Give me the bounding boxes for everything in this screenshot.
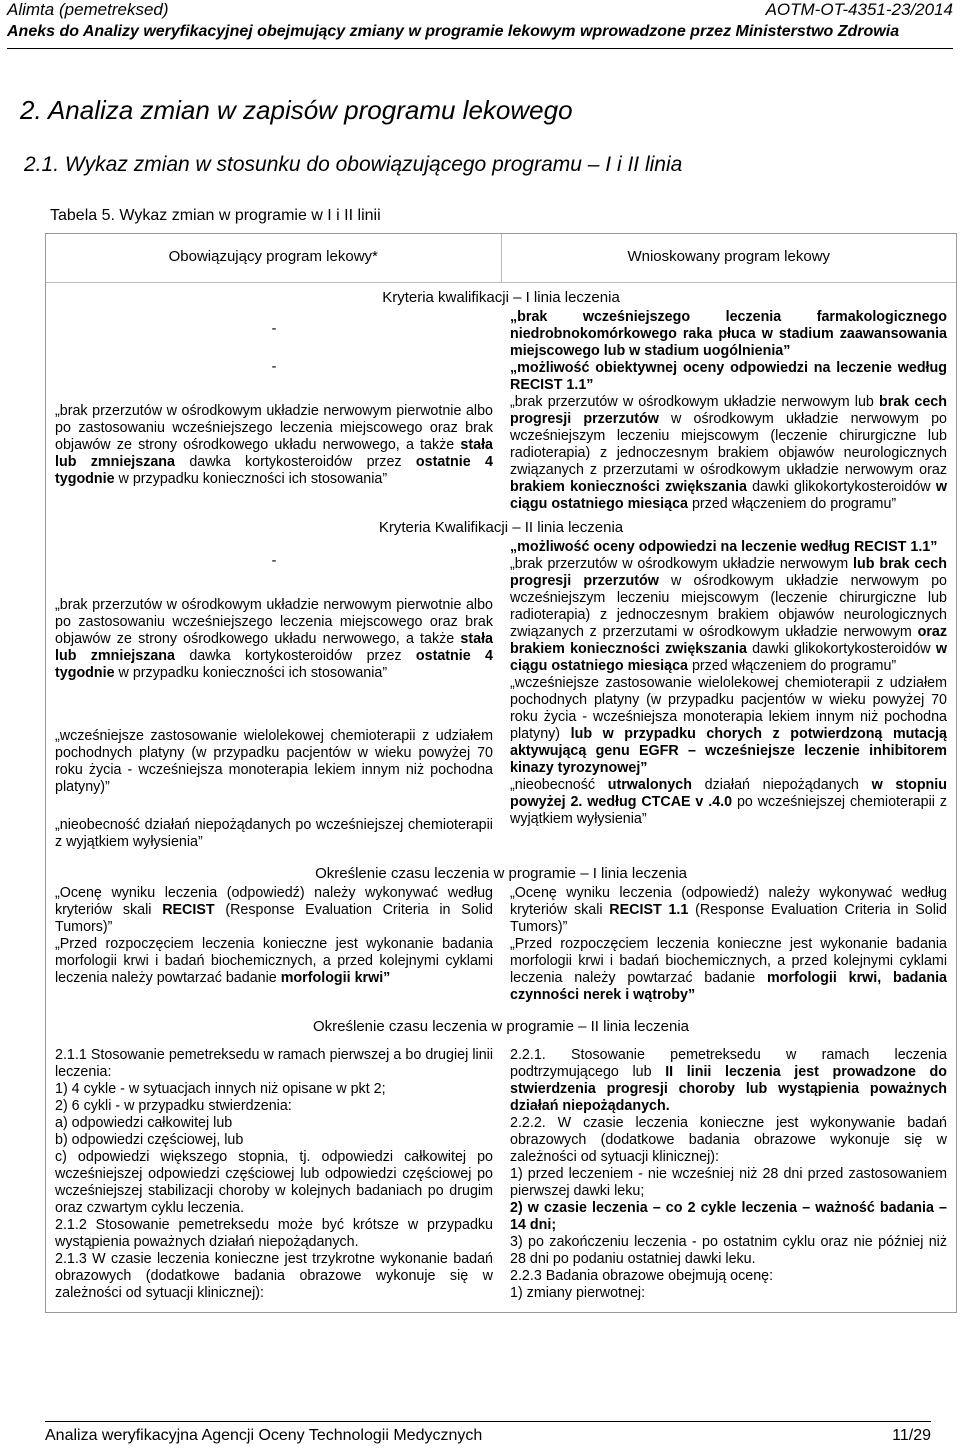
paragraph: „Ocenę wyniku leczenia (odpowiedź) należy wykonywać według kryteriów skali RECIST 1.1 (Response Evaluation Criteria in Solid Tumors)”	[510, 885, 947, 935]
subsection-heading: 2.1. Wykaz zmian w stosunku do obowiązującego programu – I i II linia	[24, 153, 683, 176]
table-row	[46, 539, 956, 851]
dash: -	[271, 553, 277, 569]
column-current-program: Obowiązujący program lekowy*	[46, 234, 502, 282]
paragraph: „Przed rozpoczęciem leczenia konieczne jest wykonanie badania morfologii krwi i badań biochemicznych, a przed kolejnymi cyklami leczenia należy powtarzać badanie morfologii krwi, badania czynności nerek i wątroby”	[510, 936, 948, 1003]
cell-current	[46, 309, 501, 513]
footer-rule	[45, 1421, 931, 1422]
list-item: 1) zmiany pierwotnej:	[510, 1285, 646, 1301]
section-qualification-line1: Kryteria kwalifikacji – I linia leczenia	[382, 289, 620, 306]
paragraph: „brak przerzutów w ośrodkowym układzie nerwowym pierwotnie albo po zastosowaniu wcześniejszego leczenia miejscowego oraz brak objawów ze strony ośrodkowego układu nerwowego, a także stała lub zmniejszana dawka kortykosteroidów przez ostatnie 4 tygodnie w przypadku konieczności ich stosowania”	[55, 403, 493, 487]
paragraph: „wcześniejsze zastosowanie wielolekowej chemioterapii z udziałem pochodnych platyny (w przypadku pacjentów w wieku powyżej 70 roku życia - wcześniejsza monoterapia lekiem innym niż pochodna platyny) lub w przypadku chorych z potwierdzoną mutacją aktywującą genu EGFR – wcześniejsze leczenie inhibitorem kinazy tyrozynowej”	[510, 675, 947, 776]
dash: -	[271, 321, 277, 337]
paragraph: 2.1.2 Stosowanie pemetreksedu może być krótsze w przypadku wystąpienia poważnych działań niepożądanych.	[55, 1217, 493, 1250]
table-header	[46, 234, 956, 283]
paragraph: „Przed rozpoczęciem leczenia konieczne jest wykonanie badania morfologii krwi i badań biochemicznych, a przed kolejnymi cyklami leczenia należy powtarzać badanie morfologii krwi”	[55, 936, 493, 986]
section-duration-line1: Określenie czasu leczenia w programie – I linia leczenia	[315, 865, 687, 882]
header-subtitle: Aneks do Analizy weryfikacyjnej obejmujący zmiany w programie lekowym wprowadzone przez Ministerstwo Zdrowia	[7, 23, 900, 40]
section-duration-line2: Określenie czasu leczenia w programie – II linia leczenia	[312, 1018, 689, 1035]
paragraph: „Ocenę wyniku leczenia (odpowiedź) należy wykonywać według kryteriów skali RECIST (Response Evaluation Criteria in Solid Tumors)”	[55, 885, 493, 935]
paragraph: „nieobecność utrwalonych działań niepożądanych w stopniu powyżej 2. według CTCAE v .4.0 po wcześniejszej chemioterapii z wyjątkiem wyłysienia”	[510, 777, 948, 827]
section-qualification-line2: Kryteria Kwalifikacji – II linia leczenia	[378, 519, 624, 536]
paragraph: „nieobecność działań niepożądanych po wcześniejszej chemioterapii z wyjątkiem wyłysienia”	[55, 817, 493, 850]
table-row	[46, 309, 956, 513]
paragraph: 2.1.1 Stosowanie pemetreksedu w ramach pierwszej a bo drugiej linii leczenia:	[55, 1047, 493, 1080]
list-item: 1) przed leczeniem - nie wcześniej niż 28 dni przed zastosowaniem pierwszej dawki leku;	[510, 1166, 947, 1199]
section-heading: 2. Analiza zmian w zapisów programu lekowego	[20, 95, 573, 125]
cell-proposed	[501, 885, 956, 1004]
cell-current	[46, 1047, 501, 1302]
header-drug: Alimta (pemetreksed)	[7, 0, 169, 19]
paragraph: „brak przerzutów w ośrodkowym układzie nerwowym lub brak cech progresji przerzutów w ośrodkowym układzie nerwowym po wcześniejszym leczeniu miejscowym (leczenie chirurgiczne lub radioterapia) z jednoczesnym brakiem objawów neurologicznych związanych z przerzutami w ośrodkowym układzie nerwowym oraz brakiem konieczności zwiększania dawki glikokortykosteroidów w ciągu ostatniego miesiąca przed włączeniem do programu”	[510, 556, 947, 674]
paragraph: 2.2.2. W czasie leczenia konieczne jest wykonywanie badań obrazowych (dodatkowe badania obrazowe wykonuje się w zależności od sytuacji klinicznej):	[510, 1115, 947, 1165]
dash: -	[271, 359, 277, 375]
list-item: b) odpowiedzi częściowej, lub	[55, 1132, 244, 1148]
paragraph: 2.2.3 Badania obrazowe obejmują ocenę:	[510, 1268, 774, 1284]
page-number: 11/29	[892, 1427, 931, 1444]
list-item: 2) 6 cykli - w przypadku stwierdzenia:	[55, 1098, 292, 1114]
column-proposed-program: Wnioskowany program lekowy	[627, 248, 831, 265]
paragraph: 2.1.3 W czasie leczenia konieczne jest trzykrotne wykonanie badań obrazowych (dodatkowe badania obrazowe wykonuje się w zależności od sytuacji klinicznej):	[55, 1251, 493, 1301]
paragraph: 2.2.1. Stosowanie pemetreksedu w ramach leczenia podtrzymującego lub II linii leczenia jest prowadzone do stwierdzenia progresji choroby lub wystąpienia poważnych działań niepożądanych.	[510, 1047, 947, 1114]
cell-proposed	[501, 309, 956, 513]
paragraph: „wcześniejsze zastosowanie wielolekowej chemioterapii z udziałem pochodnych platyny (w przypadku pacjentów w wieku powyżej 70 roku życia - wcześniejsza monoterapia lekiem innym niż pochodna platyny)”	[55, 728, 493, 795]
header-rule	[7, 48, 953, 49]
table-caption: Tabela 5. Wykaz zmian w programie w I i II linii	[50, 207, 381, 224]
list-item: a) odpowiedzi całkowitej lub	[55, 1115, 233, 1131]
paragraph: „możliwość oceny odpowiedzi na leczenie według RECIST 1.1”	[510, 539, 938, 555]
list-item: 1) 4 cykle - w sytuacjach innych niż opisane w pkt 2;	[55, 1081, 386, 1097]
page-footer	[45, 1427, 931, 1445]
footer-agency: Analiza weryfikacyjna Agencji Oceny Technologii Medycznych	[45, 1427, 483, 1444]
running-header	[7, 0, 953, 22]
paragraph: „brak przerzutów w ośrodkowym układzie nerwowym lub brak cech progresji przerzutów w ośrodkowym układzie nerwowym po wcześniejszym leczeniu miejscowym (leczenie chirurgiczne lub radioterapia) z jednoczesnym brakiem objawów neurologicznych związanych z przerzutami w ośrodkowym układzie nerwowym oraz brakiem konieczności zwiększania dawki glikokortykosteroidów w ciągu ostatniego miesiąca przed włączeniem do programu”	[510, 394, 947, 512]
paragraph: „brak wcześniejszego leczenia farmakologicznego niedrobnokomórkowego raka płuca w stadium zaawansowania miejscowego lub w stadium uogólnienia”	[510, 309, 947, 359]
header-code: AOTM-OT-4351-23/2014	[765, 0, 953, 19]
cell-current	[46, 885, 501, 1004]
cell-proposed	[501, 1047, 956, 1302]
list-item: c) odpowiedzi większego stopnia, tj. odpowiedzi całkowitej po wcześniejszej odpowiedzi częściowej lub odpowiedzi częściowej po wcześniejszej stabilizacji choroby w kolejnych badaniach po drugim oraz czwartym cyklu leczenia.	[55, 1149, 493, 1216]
list-item: 2) w czasie leczenia – co 2 cykle leczenia – ważność badania – 14 dni;	[510, 1200, 947, 1233]
paragraph: „brak przerzutów w ośrodkowym układzie nerwowym pierwotnie albo po zastosowaniu wcześniejszego leczenia miejscowego oraz brak objawów ze strony ośrodkowego układu nerwowego, a także stała lub zmniejszana dawka kortykosteroidów przez ostatnie 4 tygodnie w przypadku konieczności ich stosowania”	[55, 597, 493, 681]
table-row	[46, 1047, 956, 1302]
paragraph: „możliwość obiektywnej oceny odpowiedzi na leczenie według RECIST 1.1”	[510, 360, 947, 393]
list-item: 3) po zakończeniu leczenia - po ostatnim cyklu oraz nie później niż 28 dni po podaniu ostatniej dawki leku.	[510, 1234, 947, 1267]
table-row	[46, 885, 956, 1004]
cell-proposed	[501, 539, 956, 851]
changes-table	[45, 233, 957, 1313]
cell-current	[46, 539, 501, 851]
